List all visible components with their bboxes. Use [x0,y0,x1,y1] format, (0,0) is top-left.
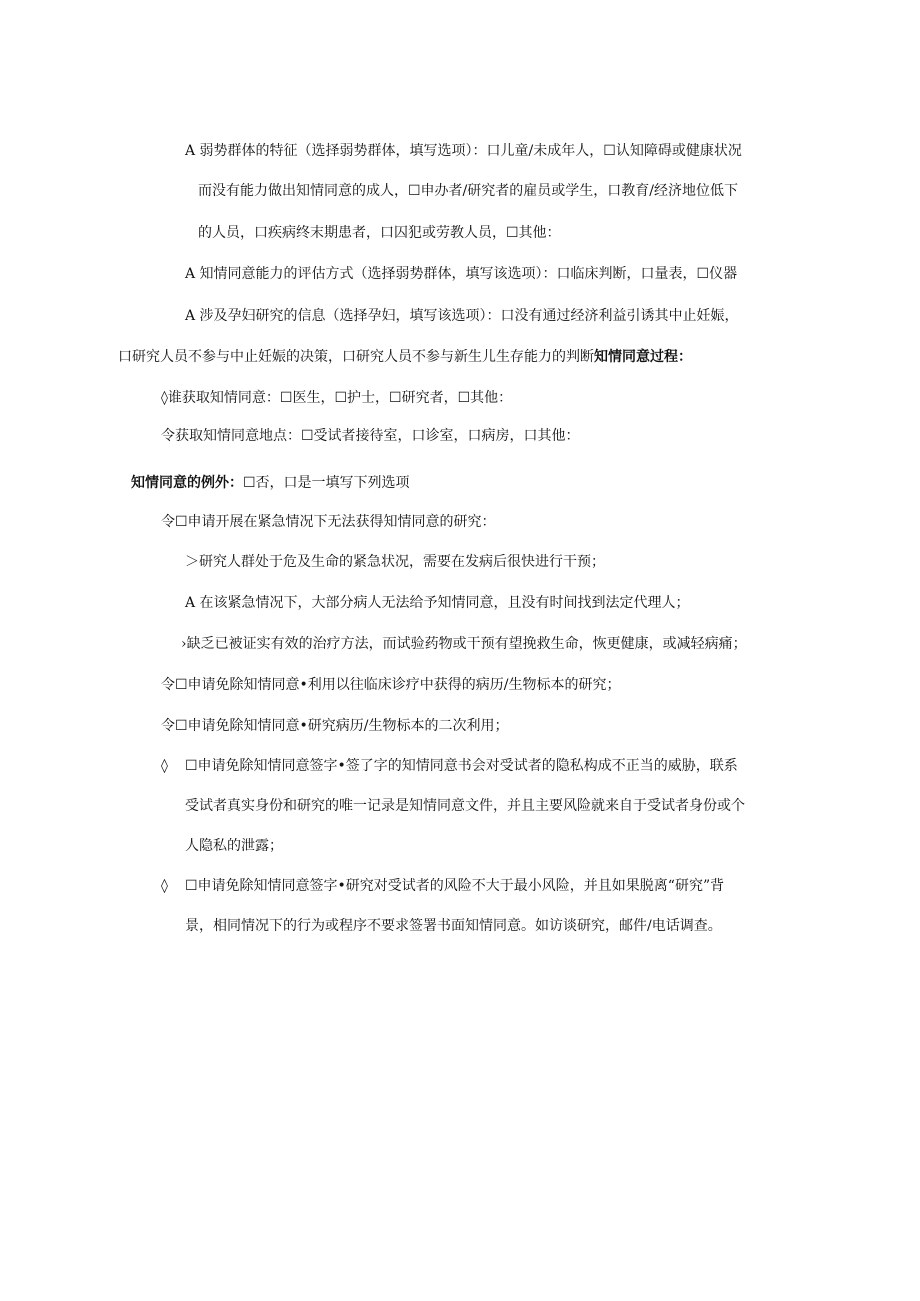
signature-waiver-2-text: ☐申请免除知情同意签字•研究对受试者的风险不大于最小风险，并且如果脱离“研究”背 [185,878,725,894]
diamond-bullet-icon: ◊ [161,878,168,894]
vulnerable-features-line-2: 而没有能力做出知情同意的成人，☐申办者/研究者的雇员或学生，口教育/经济地位低下 [198,183,738,199]
consent-location: 令获取知情同意地点：☐受试者接待室，口诊室，口病房，口其他： [161,428,580,444]
pregnant-research-text: 口研究人员不参与中止妊娠的决策，口研究人员不参与新生儿生存能力的判断 [118,349,594,365]
emergency-condition-2: A 在该紧急情况下，大部分病人无法给予知情同意，且没有时间找到法定代理人； [185,595,690,611]
signature-waiver-1-line-3: 人隐私的泄露； [185,838,283,854]
consent-exceptions [131,473,410,493]
diamond-bullet-icon: ◊ [161,758,168,774]
signature-waiver-2-line-2: 景，相同情况下的行为或程序不要求签署书面知情同意。如访谈研究，邮件/电话调查。 [185,918,722,934]
vulnerable-features-line-1: A 弱势群体的特征（选择弱势群体，填写选项）：口儿童/未成年人，☐认知障碍或健康状况 [185,143,742,159]
emergency-condition-3: ›缺乏已被证实有效的治疗方法，而试验药物或干预有望挽救生命，恢更健康，或减轻病痛； [181,636,747,652]
signature-waiver-1-line-2: 受试者真实身份和研究的唯一记录是知情同意文件，并且主要风险就来自于受试者身份或个 [185,798,745,814]
pregnant-research-line-1: A 涉及孕妇研究的信息（选择孕妇，填写该选项）：口没有通过经济利益引诱其中止妊娠， [185,308,739,324]
consent-obtainer: ◊谁获取知情同意：☐医生，☐护士，☐研究者，☐其他： [161,390,513,406]
consent-exceptions-heading: 知情同意的例外： [131,475,243,491]
consent-ability-assessment: A 知情同意能力的评估方式（选择弱势群体，填写该选项）：口临床判断，口量表，☐仪器 [185,266,738,282]
waiver-secondary-use-item: 令☐申请免除知情同意•研究病历/生物标本的二次利用； [161,718,509,734]
emergency-condition-1: ＞研究人群处于危及生命的紧急状况，需要在发病后很快进行干预； [185,554,605,570]
signature-waiver-2-line-1 [161,876,724,896]
waiver-past-records-item: 令☐申请免除知情同意•利用以往临床诊疗中获得的病历/生物标本的研究； [161,677,621,693]
consent-exceptions-options: ☐否，口是一填写下列选项 [243,475,410,491]
emergency-research-item: 令☐申请开展在紧急情况下无法获得知情同意的研究： [161,514,496,530]
signature-waiver-1-text: ☐申请免除知情同意签字•签了字的知情同意书会对受试者的隐私构成不正当的威胁，联系 [185,758,738,774]
pregnant-research-line-2 [118,347,692,367]
vulnerable-features-line-3: 的人员，口疾病终末期患者，口囚犯或劳教人员，☐其他： [198,225,561,241]
consent-process-heading: 知情同意过程： [594,349,692,365]
signature-waiver-1-line-1 [161,756,738,776]
